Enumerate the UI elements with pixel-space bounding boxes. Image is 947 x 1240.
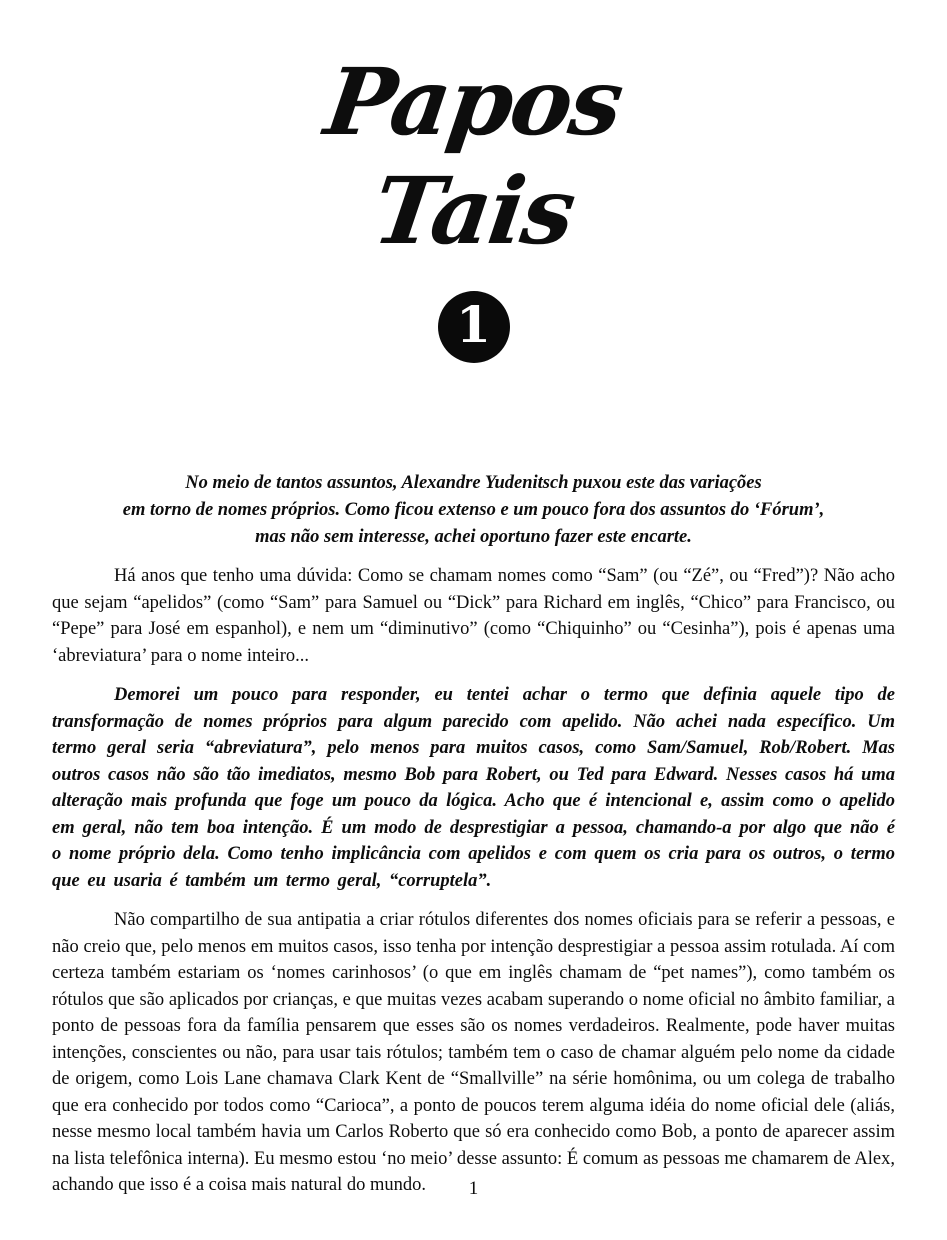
- page-number: 1: [468, 1178, 479, 1199]
- paragraph-answer-emphasis: Demorei um pouco para responder, eu tentei achar o termo que definia aquele tipo de transformação de nomes próprios para algum parecido com apelido. Não achei nada específico. Um termo geral seria “abreviatura”, pelo menos para muitos casos, como Sam/Samuel, Rob/Robert. Mas outros casos não são tão imediatos, mesmo Bob para Robert, ou Ted para Edward. Nesses casos há uma alteração mais profunda que foge um pouco da lógica. Acho que é intencional e, assim como o apelido em geral, não tem boa intenção. É um modo de desprestigiar a pessoa, chamando-a por algo que não é o nome próprio dela. Como tenho implicância com apelidos e com quem os cria para os outros, o termo que eu usaria é também um termo geral, “corruptela”.: [52, 685, 895, 891]
- intro-blurb: [40, 470, 907, 551]
- article-body: [52, 563, 895, 1212]
- intro-line-3: mas não sem interesse, achei oportuno fazer este encarte.: [255, 527, 692, 547]
- paragraph-question: Há anos que tenho uma dúvida: Como se chamam nomes como “Sam” (ou “Zé”, ou “Fred”)? Não acho que sejam “apelidos” (como “Sam” para Samuel ou “Dick” para Richard em inglês, “Chico” para Francisco, ou “Pepe” para José em espanhol), e nem um “diminutivo” (como “Chiquinho” ou “Cesinha”), pois é apenas uma ‘abreviatura’ para o nome inteiro...: [52, 566, 895, 666]
- paragraph-reply: Não compartilho de sua antipatia a criar rótulos diferentes dos nomes oficiais para se referir a pessoas, e não creio que, pelo menos em muitos casos, isso tenha por intenção desprestigiar a pessoa assim rotulada. Aí com certeza também estariam os ‘nomes carinhosos’ (o que em inglês chamam de “pet names”), como também os rótulos que são aplicados por crianças, e que muitas vezes acabam superando o nome oficial no âmbito familiar, a ponto de pessoas fora da família pensarem que esses são os nomes verdadeiros. Realmente, pode haver muitas intenções, conscientes ou não, para usar tais rótulos; também tem o caso de chamar alguém pelo nome da cidade de origem, como Lois Lane chamava Clark Kent de “Smallville” na série homônima, ou um colega de trabalho que era conhecido por todos como “Carioca”, a ponto de poucos terem alguma idéia do nome oficial dele (aliás, nesse mesmo local também havia um Carlos Roberto que só era conhecido como Bob, a ponto de aparecer assim na lista telefônica interna). Eu mesmo estou ‘no meio’ desse assunto: É comum as pessoas me chamarem de Alex, achando que isso é a coisa mais natural do mundo.: [52, 910, 895, 1195]
- intro-line-2: em torno de nomes próprios. Como ficou extenso e um pouco fora dos assuntos do ‘Fórum’,: [122, 500, 825, 520]
- masthead: [0, 48, 947, 363]
- issue-number: 1: [456, 295, 491, 355]
- intro-line-1: No meio de tantos assuntos, Alexandre Yudenitsch puxou este das variações: [185, 473, 762, 493]
- title-line-1: Papos: [319, 48, 629, 156]
- title-line-2: Tais: [366, 156, 581, 265]
- page-footer: [0, 1178, 947, 1200]
- issue-number-badge: [438, 291, 510, 363]
